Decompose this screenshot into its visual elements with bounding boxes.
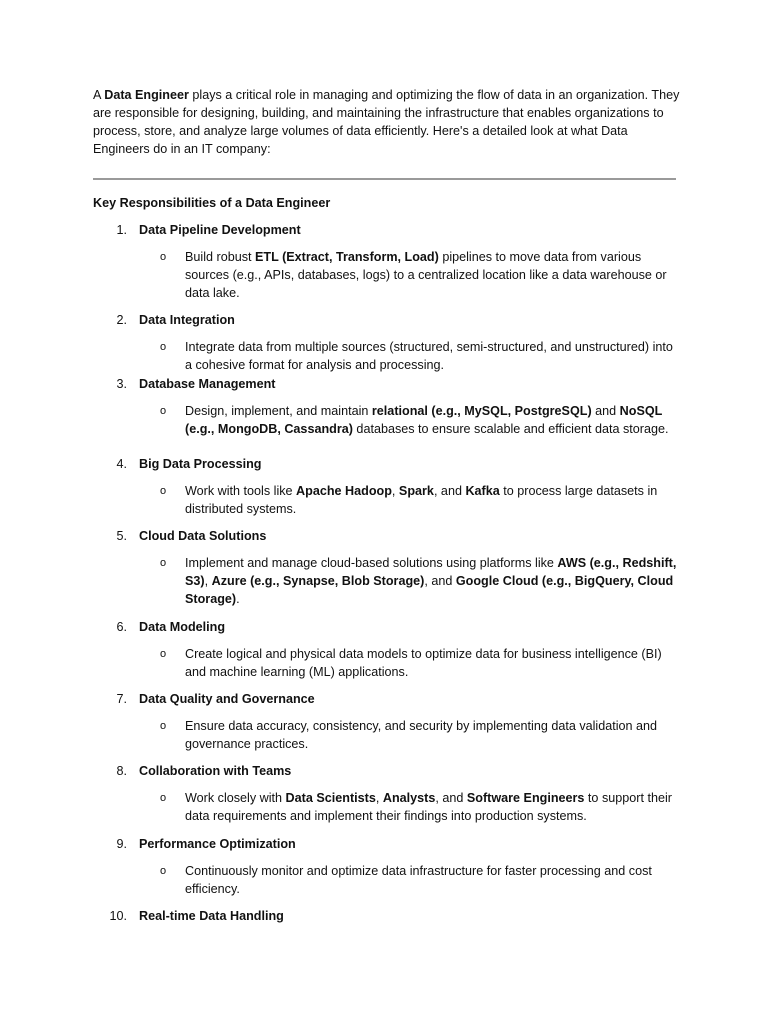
bold-text: Analysts <box>382 791 436 805</box>
item-number: 6. <box>116 620 127 634</box>
item-detail <box>160 554 679 608</box>
item-detail <box>160 645 679 681</box>
item-number: 3. <box>116 377 127 391</box>
circle-bullet-icon: o <box>160 792 167 804</box>
text-run: Create logical and physical data models to optimize data for business intelligence (BI) and machine learning (ML) applications. <box>185 647 662 679</box>
item-title: Data Integration <box>139 313 235 327</box>
item-detail <box>160 482 679 518</box>
text-run: , and <box>433 484 466 498</box>
text-run: A <box>93 88 105 102</box>
text-run: to process large datasets in distributed systems. <box>185 484 658 516</box>
text-run: Build robust <box>185 250 256 264</box>
text-run: and <box>591 404 620 418</box>
bold-text: Apache Hadoop <box>296 484 392 498</box>
circle-bullet-icon: o <box>160 485 167 497</box>
text-run: Continuously monitor and optimize data infrastructure for faster processing and cost efficiency. <box>185 864 652 896</box>
bold-text: Google Cloud (e.g., BigQuery, Cloud Storage) <box>185 574 674 606</box>
text-run: Integrate data from multiple sources (structured, semi-structured, and unstructured) into a cohesive format for analysis and processing. <box>185 340 673 372</box>
circle-bullet-icon: o <box>160 251 167 263</box>
bold-text: Azure (e.g., Synapse, Blob Storage) <box>211 574 425 588</box>
text-run: , <box>391 484 399 498</box>
text-run: Ensure data accuracy, consistency, and security by implementing data validation and governance practices. <box>185 719 658 751</box>
bold-text: NoSQL (e.g., MongoDB, Cassandra) <box>185 404 663 436</box>
item-title: Real-time Data Handling <box>139 909 284 923</box>
circle-bullet-icon: o <box>160 557 167 569</box>
bold-text: relational (e.g., MySQL, PostgreSQL) <box>371 404 592 418</box>
item-title: Big Data Processing <box>139 457 262 471</box>
text-run: , <box>375 791 383 805</box>
bold-text: Data Scientists <box>285 791 376 805</box>
bold-text: AWS (e.g., Redshift, S3) <box>185 556 677 588</box>
text-run: , and <box>435 791 467 805</box>
section-heading: Key Responsibilities of a Data Engineer <box>93 196 331 210</box>
text-run: Work closely with <box>185 791 286 805</box>
bold-text: Spark <box>398 484 434 498</box>
intro-paragraph <box>93 86 683 158</box>
bold-text: Kafka <box>465 484 500 498</box>
item-number: 10. <box>109 909 127 923</box>
item-number: 2. <box>116 313 127 327</box>
item-title: Data Modeling <box>139 620 226 634</box>
item-number: 1. <box>116 223 127 237</box>
item-number: 8. <box>116 764 127 778</box>
item-title: Data Pipeline Development <box>139 223 301 237</box>
item-detail <box>160 789 679 825</box>
text-run: Implement and manage cloud-based solutions using platforms like <box>185 556 558 570</box>
text-run: . <box>236 592 240 606</box>
text-run: to support their data requirements and implement their findings into production systems. <box>185 791 672 823</box>
text-run: , and <box>424 574 456 588</box>
circle-bullet-icon: o <box>160 405 167 417</box>
text-run: , <box>204 574 212 588</box>
item-title: Cloud Data Solutions <box>139 529 267 543</box>
text-run: databases to ensure scalable and efficient data storage. <box>352 422 669 436</box>
text-run: Work with tools like <box>185 484 297 498</box>
circle-bullet-icon: o <box>160 648 167 660</box>
item-number: 9. <box>116 837 127 851</box>
item-detail <box>160 402 679 438</box>
item-number: 5. <box>116 529 127 543</box>
item-title: Data Quality and Governance <box>139 692 315 706</box>
text-run: Design, implement, and maintain <box>185 404 372 418</box>
item-title: Database Management <box>139 377 276 391</box>
circle-bullet-icon: o <box>160 720 167 732</box>
item-title: Collaboration with Teams <box>139 764 292 778</box>
item-detail <box>160 248 679 302</box>
item-detail <box>160 862 679 898</box>
item-detail <box>160 717 679 753</box>
text-run: pipelines to move data from various sources (e.g., APIs, databases, logs) to a centralized location like a data warehouse or data lake. <box>185 250 667 300</box>
bold-text: ETL (Extract, Transform, Load) <box>255 250 439 264</box>
text-run: plays a critical role in managing and optimizing the flow of data in an organization. They are responsible for designing, building, and maintaining the infrastructure that enables organizations to process, store, and analyze large volumes of data efficiently. Here's a detailed look at what Data Engineers do in an IT company: <box>93 88 680 156</box>
horizontal-rule <box>93 178 676 180</box>
circle-bullet-icon: o <box>160 865 167 877</box>
item-detail <box>160 338 679 374</box>
bold-text: Data Engineer <box>104 88 189 102</box>
item-number: 7. <box>116 692 127 706</box>
item-title: Performance Optimization <box>139 837 296 851</box>
item-number: 4. <box>116 457 127 471</box>
circle-bullet-icon: o <box>160 341 167 353</box>
bold-text: Software Engineers <box>466 791 585 805</box>
